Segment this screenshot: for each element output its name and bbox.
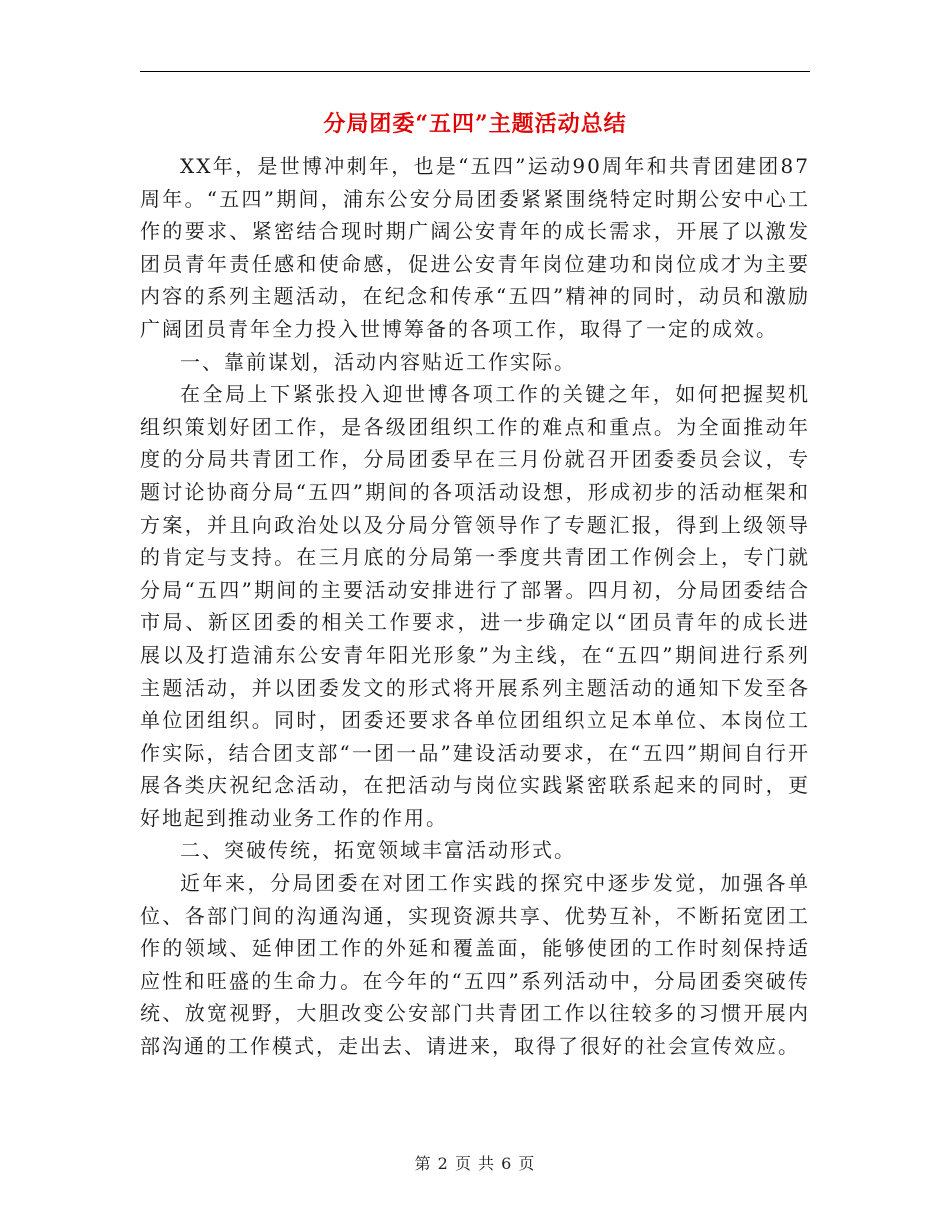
section-1-paragraph: 在全局上下紧张投入迎世博各项工作的关键之年，如何把握契机组织策划好团工作，是各级团组织工作的难点和重点。为全面推动年度的分局共青团工作，分局团委早在三月份就召开团委委员会议，专题讨论协商分局“五四”期间的各项活动设想，形成初步的活动框架和方案，并且向政治处以及分局分管领导作了专题汇报，得到上级领导的肯定与支持。在三月底的分局第一季度共青团工作例会上，专门就分局“五四”期间的主要活动安排进行了部署。四月初，分局团委结合市局、新区团委的相关工作要求，进一步确定以“团员青年的成长进展以及打造浦东公安青年阳光形象”为主线，在“五四”期间进行系列主题活动，并以团委发文的形式将开展系列主题活动的通知下发至各单位团组织。同时，团委还要求各单位团组织立足本单位、本岗位工作实际，结合团支部“一团一品”建设活动要求，在“五四”期间自行开展各类庆祝纪念活动，在把活动与岗位实践紧密联系起来的同时，更好地起到推动业务工作的作用。 — [140, 382, 810, 830]
document-title: 分局团委“五四”主题活动总结 — [323, 111, 627, 137]
page-number: 第 2 页 共 6 页 — [414, 1154, 536, 1173]
section-2-paragraph: 近年来，分局团委在对团工作实践的探究中逐步发觉，加强各单位、各部门间的沟通沟通，实现资源共享、优势互补，不断拓宽团工作的领域、延伸团工作的外延和覆盖面，能够使团的工作时刻保持适应性和旺盛的生命力。在今年的“五四”系列活动中，分局团委突破传统、放宽视野，大胆改变公安部门共青团工作以往较多的习惯开展内部沟通的工作模式，走出去、请进来，取得了很好的社会宣传效应。 — [140, 871, 810, 1059]
document-body — [140, 150, 810, 1063]
header-rule — [140, 71, 810, 72]
section-heading-2: 二、突破传统，拓宽领域丰富活动形式。 — [180, 838, 576, 863]
intro-paragraph: XX年，是世博冲刺年，也是“五四”运动90周年和共青团建团87周年。“五四”期间，浦东公安分局团委紧紧围绕特定时期公安中心工作的要求、紧密结合现时期广阔公安青年的成长需求，开展了以激发团员青年责任感和使命感，促进公安青年岗位建功和岗位成才为主要内容的系列主题活动，在纪念和传承“五四”精神的同时，动员和激励广阔团员青年全力投入世博筹备的各项工作，取得了一定的成效。 — [140, 154, 810, 341]
section-heading-1: 一、靠前谋划，活动内容贴近工作实际。 — [180, 349, 576, 374]
